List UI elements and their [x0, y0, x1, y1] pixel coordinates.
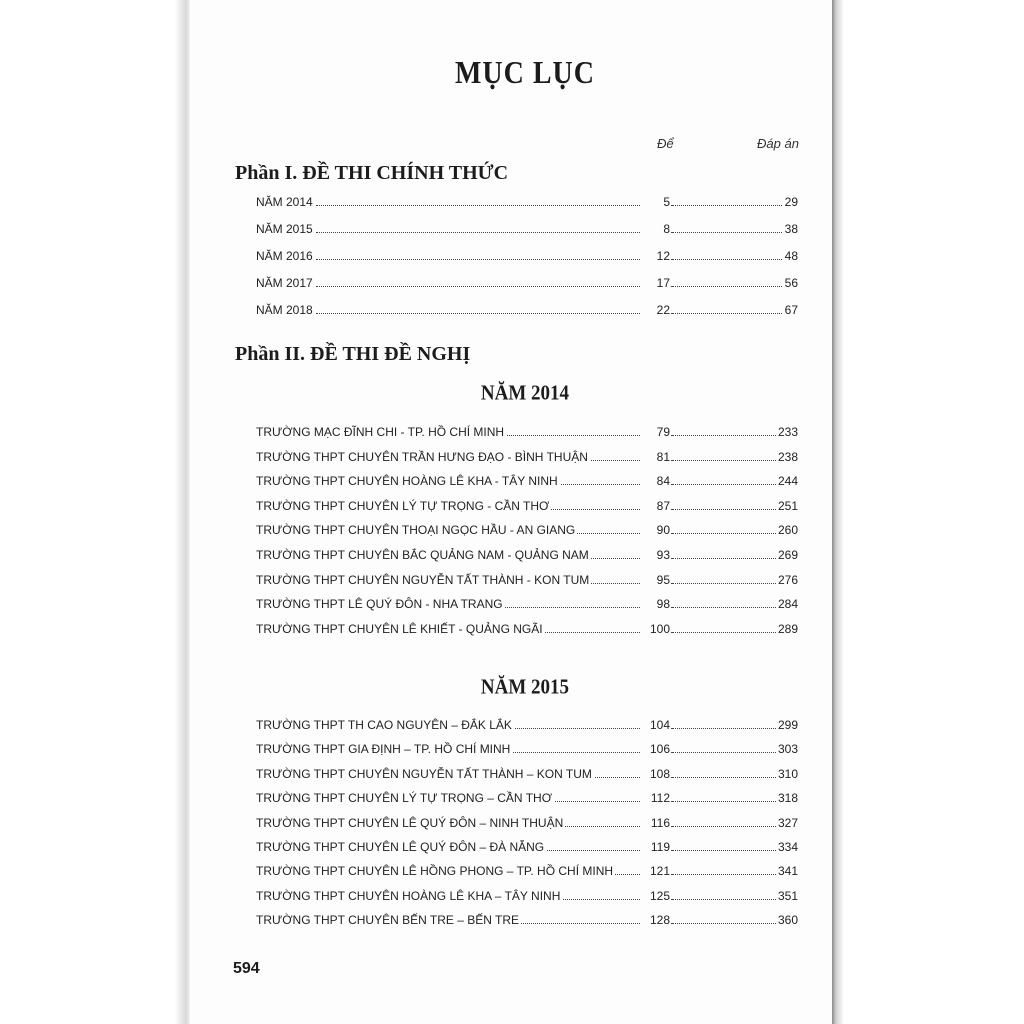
leader-dots	[672, 232, 782, 233]
leader-dots	[672, 607, 782, 608]
entry-title: TRƯỜNG THPT LÊ QUÝ ĐÔN - NHA TRANG	[256, 597, 503, 612]
entry-page: 121	[640, 863, 670, 879]
leader-dots	[672, 923, 782, 924]
leader-dots	[672, 632, 782, 633]
column-head-de: Để	[657, 136, 674, 151]
entry-title: TRƯỜNG THPT CHUYÊN LÊ QUÝ ĐÔN – NINH THUẬN	[256, 815, 564, 830]
toc-entry	[256, 741, 798, 757]
part1-heading: Phần I. ĐỀ THI CHÍNH THỨC	[235, 162, 509, 184]
column-head-dap-an: Đáp án	[757, 136, 799, 151]
entry-page: 112	[640, 790, 670, 806]
entry-title: TRƯỜNG THPT TH CAO NGUYÊN – ĐẮK LẮK	[256, 718, 512, 732]
toc-entry	[256, 498, 798, 514]
entry-page: 98	[640, 596, 670, 612]
part2-heading: Phần II. ĐỀ THI ĐỀ NGHỊ	[235, 343, 471, 365]
leader-dots	[672, 509, 782, 510]
toc-entry	[256, 863, 798, 879]
entry-answer-page: 67	[784, 303, 798, 317]
entry-title: NĂM 2017	[256, 276, 313, 290]
entry-page: 12	[640, 248, 670, 264]
entry-page: 95	[640, 572, 670, 588]
entry-page: 81	[640, 449, 670, 465]
toc-entry	[256, 815, 798, 831]
leader-dots	[672, 801, 782, 802]
entry-title: NĂM 2015	[256, 222, 313, 236]
toc-entry	[256, 424, 798, 440]
entry-answer-page: 56	[784, 276, 798, 290]
toc-entry	[256, 194, 798, 210]
toc-entry	[256, 888, 798, 904]
toc-entry	[256, 275, 798, 291]
leader-dots	[672, 583, 782, 584]
entry-answer-page: 289	[777, 621, 798, 636]
toc-entry	[256, 302, 798, 318]
entry-page: 17	[640, 275, 670, 291]
page-edge-left	[0, 0, 190, 1024]
leader-dots	[316, 259, 676, 260]
entry-title: TRƯỜNG MẠC ĐĨNH CHI - TP. HỒ CHÍ MINH	[256, 425, 505, 439]
entry-answer-page: 269	[777, 548, 798, 562]
entry-page: 128	[640, 912, 670, 928]
leader-dots	[672, 484, 782, 485]
entry-answer-page: 48	[784, 249, 798, 263]
entry-title: NĂM 2016	[256, 249, 313, 263]
leader-dots	[672, 874, 782, 875]
toc-entry	[256, 449, 798, 465]
entry-page: 84	[640, 473, 670, 489]
toc-entry	[256, 766, 798, 782]
leader-dots	[672, 728, 782, 729]
toc-entry	[256, 547, 798, 563]
leader-dots	[672, 313, 782, 314]
toc-entry	[256, 839, 798, 855]
leader-dots	[672, 558, 782, 559]
entry-answer-page: 310	[777, 766, 798, 781]
toc-entry	[256, 621, 798, 637]
leader-dots	[672, 205, 782, 206]
entry-title: TRƯỜNG THPT CHUYÊN BẮC QUẢNG NAM - QUẢNG NAM	[256, 548, 589, 562]
entry-answer-page: 251	[777, 498, 798, 513]
entry-page: 8	[640, 221, 670, 237]
entry-answer-page: 351	[777, 888, 798, 903]
toc-entry	[256, 221, 798, 237]
entry-page: 90	[640, 522, 670, 538]
entry-page: 5	[640, 194, 670, 210]
leader-dots	[316, 232, 676, 233]
leader-dots	[316, 313, 676, 314]
entry-answer-page: 238	[777, 449, 798, 464]
entry-page: 125	[640, 888, 670, 904]
entry-page: 106	[640, 741, 670, 757]
leader-dots	[316, 205, 676, 206]
leader-dots	[672, 850, 782, 851]
entry-title: TRƯỜNG THPT CHUYÊN NGUYỄN TẤT THÀNH – KON TUM	[256, 766, 592, 781]
toc-entry	[256, 717, 798, 733]
entry-page: 108	[640, 766, 670, 782]
entry-answer-page: 341	[777, 864, 798, 879]
entry-answer-page: 38	[784, 222, 798, 236]
entry-title: TRƯỜNG THPT CHUYÊN NGUYỄN TẤT THÀNH - KON TUM	[256, 572, 590, 587]
entry-page: 104	[640, 717, 670, 733]
entry-page: 87	[640, 498, 670, 514]
entry-answer-page: 299	[777, 718, 798, 732]
entry-title: TRƯỜNG THPT CHUYÊN TRẦN HƯNG ĐẠO - BÌNH THUẬN	[256, 449, 588, 464]
leader-dots	[316, 286, 676, 287]
toc-title: MỤC LỤC	[455, 55, 595, 92]
entry-title: TRƯỜNG THPT CHUYÊN HOÀNG LÊ KHA - TÂY NINH	[256, 474, 558, 489]
toc-entry	[256, 912, 798, 928]
leader-dots	[672, 533, 782, 534]
leader-dots	[672, 777, 782, 778]
entry-answer-page: 318	[777, 791, 798, 806]
entry-answer-page: 360	[777, 913, 798, 928]
entry-answer-page: 244	[777, 474, 798, 489]
entry-page: 116	[640, 815, 670, 831]
leader-dots	[672, 435, 782, 436]
entry-title: TRƯỜNG THPT GIA ĐỊNH – TP. HỒ CHÍ MINH	[256, 742, 511, 757]
entry-answer-page: 29	[784, 195, 798, 209]
toc-entry	[256, 248, 798, 264]
toc-entry	[256, 790, 798, 806]
entry-title: TRƯỜNG THPT CHUYÊN HOÀNG LÊ KHA – TÂY NINH	[256, 888, 561, 903]
leader-dots	[672, 259, 782, 260]
entry-answer-page: 284	[777, 597, 798, 612]
entry-title: TRƯỜNG THPT CHUYÊN LÊ QUÝ ĐÔN – ĐÀ NẴNG	[256, 840, 545, 854]
entry-answer-page: 303	[777, 742, 798, 757]
leader-dots	[672, 752, 782, 753]
entry-page: 119	[640, 839, 670, 855]
entry-answer-page: 276	[777, 572, 798, 587]
leader-dots	[672, 286, 782, 287]
entry-answer-page: 334	[777, 840, 798, 854]
entry-title: TRƯỜNG THPT CHUYÊN LÝ TỰ TRỌNG - CẦN THƠ	[256, 498, 550, 513]
toc-entry	[256, 596, 798, 612]
toc-entry	[256, 572, 798, 588]
page-number: 594	[233, 960, 260, 977]
entry-page: 100	[640, 621, 670, 637]
year-2014-heading: NĂM 2014	[480, 381, 570, 405]
year-2015-heading: NĂM 2015	[480, 675, 570, 699]
entry-answer-page: 260	[777, 523, 798, 538]
leader-dots	[672, 899, 782, 900]
entry-page: 22	[640, 302, 670, 318]
entry-title: TRƯỜNG THPT CHUYÊN LÊ HỒNG PHONG – TP. HỒ CHÍ MINH	[256, 864, 614, 879]
entry-answer-page: 233	[777, 425, 798, 439]
entry-answer-page: 327	[777, 815, 798, 830]
toc-entry	[256, 473, 798, 489]
leader-dots	[672, 460, 782, 461]
entry-title: TRƯỜNG THPT CHUYÊN LÊ KHIẾT - QUẢNG NGÃI	[256, 621, 543, 636]
leader-dots	[672, 826, 782, 827]
entry-page: 93	[640, 547, 670, 563]
entry-page: 79	[640, 424, 670, 440]
page-edge-right	[832, 0, 1024, 1024]
entry-title: TRƯỜNG THPT CHUYÊN THOẠI NGỌC HẦU - AN GIANG	[256, 523, 576, 538]
entry-title: NĂM 2014	[256, 195, 313, 209]
entry-title: TRƯỜNG THPT CHUYÊN BẾN TRE – BẾN TRE	[256, 913, 520, 928]
entry-title: NĂM 2018	[256, 303, 313, 317]
toc-entry	[256, 522, 798, 538]
entry-title: TRƯỜNG THPT CHUYÊN LÝ TỰ TRỌNG – CẦN THƠ	[256, 791, 553, 806]
